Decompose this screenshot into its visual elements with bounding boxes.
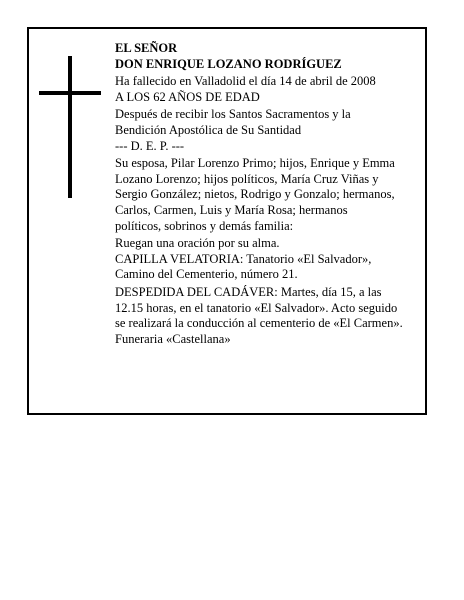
family-line-5: políticos, sobrinos y demás familia:	[115, 218, 294, 233]
cross-icon	[39, 56, 101, 198]
funeral-home: Funeraria «Castellana»	[115, 331, 231, 346]
sacraments-line-2: Bendición Apostólica de Su Santidad	[115, 122, 302, 137]
family-line-4: Carlos, Carmen, Luis y María Rosa; hermanos	[115, 202, 348, 217]
notice-title: EL SEÑOR	[115, 41, 178, 55]
chapel-line-2: Camino del Cementerio, número 21.	[115, 267, 298, 282]
family-line-3: Sergio González; nietos, Rodrigo y Gonzalo; hermanos,	[115, 187, 395, 202]
obituary-notice	[27, 27, 427, 415]
age-statement: A LOS 62 AÑOS DE EDAD	[115, 89, 260, 104]
family-line-2: Lozano Lorenzo; hijos políticos, María Cruz Viñas y	[115, 171, 379, 186]
rip-line: --- D. E. P. ---	[115, 138, 185, 153]
notice-text	[115, 41, 435, 347]
farewell-line-2: 12.15 horas, en el tanatorio «El Salvador». Acto seguido	[115, 300, 398, 315]
sacraments-line-1: Después de recibir los Santos Sacramentos y la	[115, 107, 351, 122]
family-line-1: Su esposa, Pilar Lorenzo Primo; hijos, Enrique y Emma	[115, 156, 395, 171]
cross-vertical-bar	[68, 56, 72, 198]
deceased-name: DON ENRIQUE LOZANO RODRÍGUEZ	[115, 56, 342, 71]
prayer-request: Ruegan una oración por su alma.	[115, 236, 280, 251]
chapel-line-1: CAPILLA VELATORIA: Tanatorio «El Salvador»,	[115, 251, 372, 266]
farewell-line-3: se realizará la conducción al cementerio de «El Carmen».	[115, 316, 403, 331]
farewell-line-1: DESPEDIDA DEL CADÁVER: Martes, día 15, a las	[115, 284, 382, 299]
cross-horizontal-bar	[39, 91, 101, 95]
death-statement: Ha fallecido en Valladolid el día 14 de abril de 2008	[115, 74, 376, 89]
